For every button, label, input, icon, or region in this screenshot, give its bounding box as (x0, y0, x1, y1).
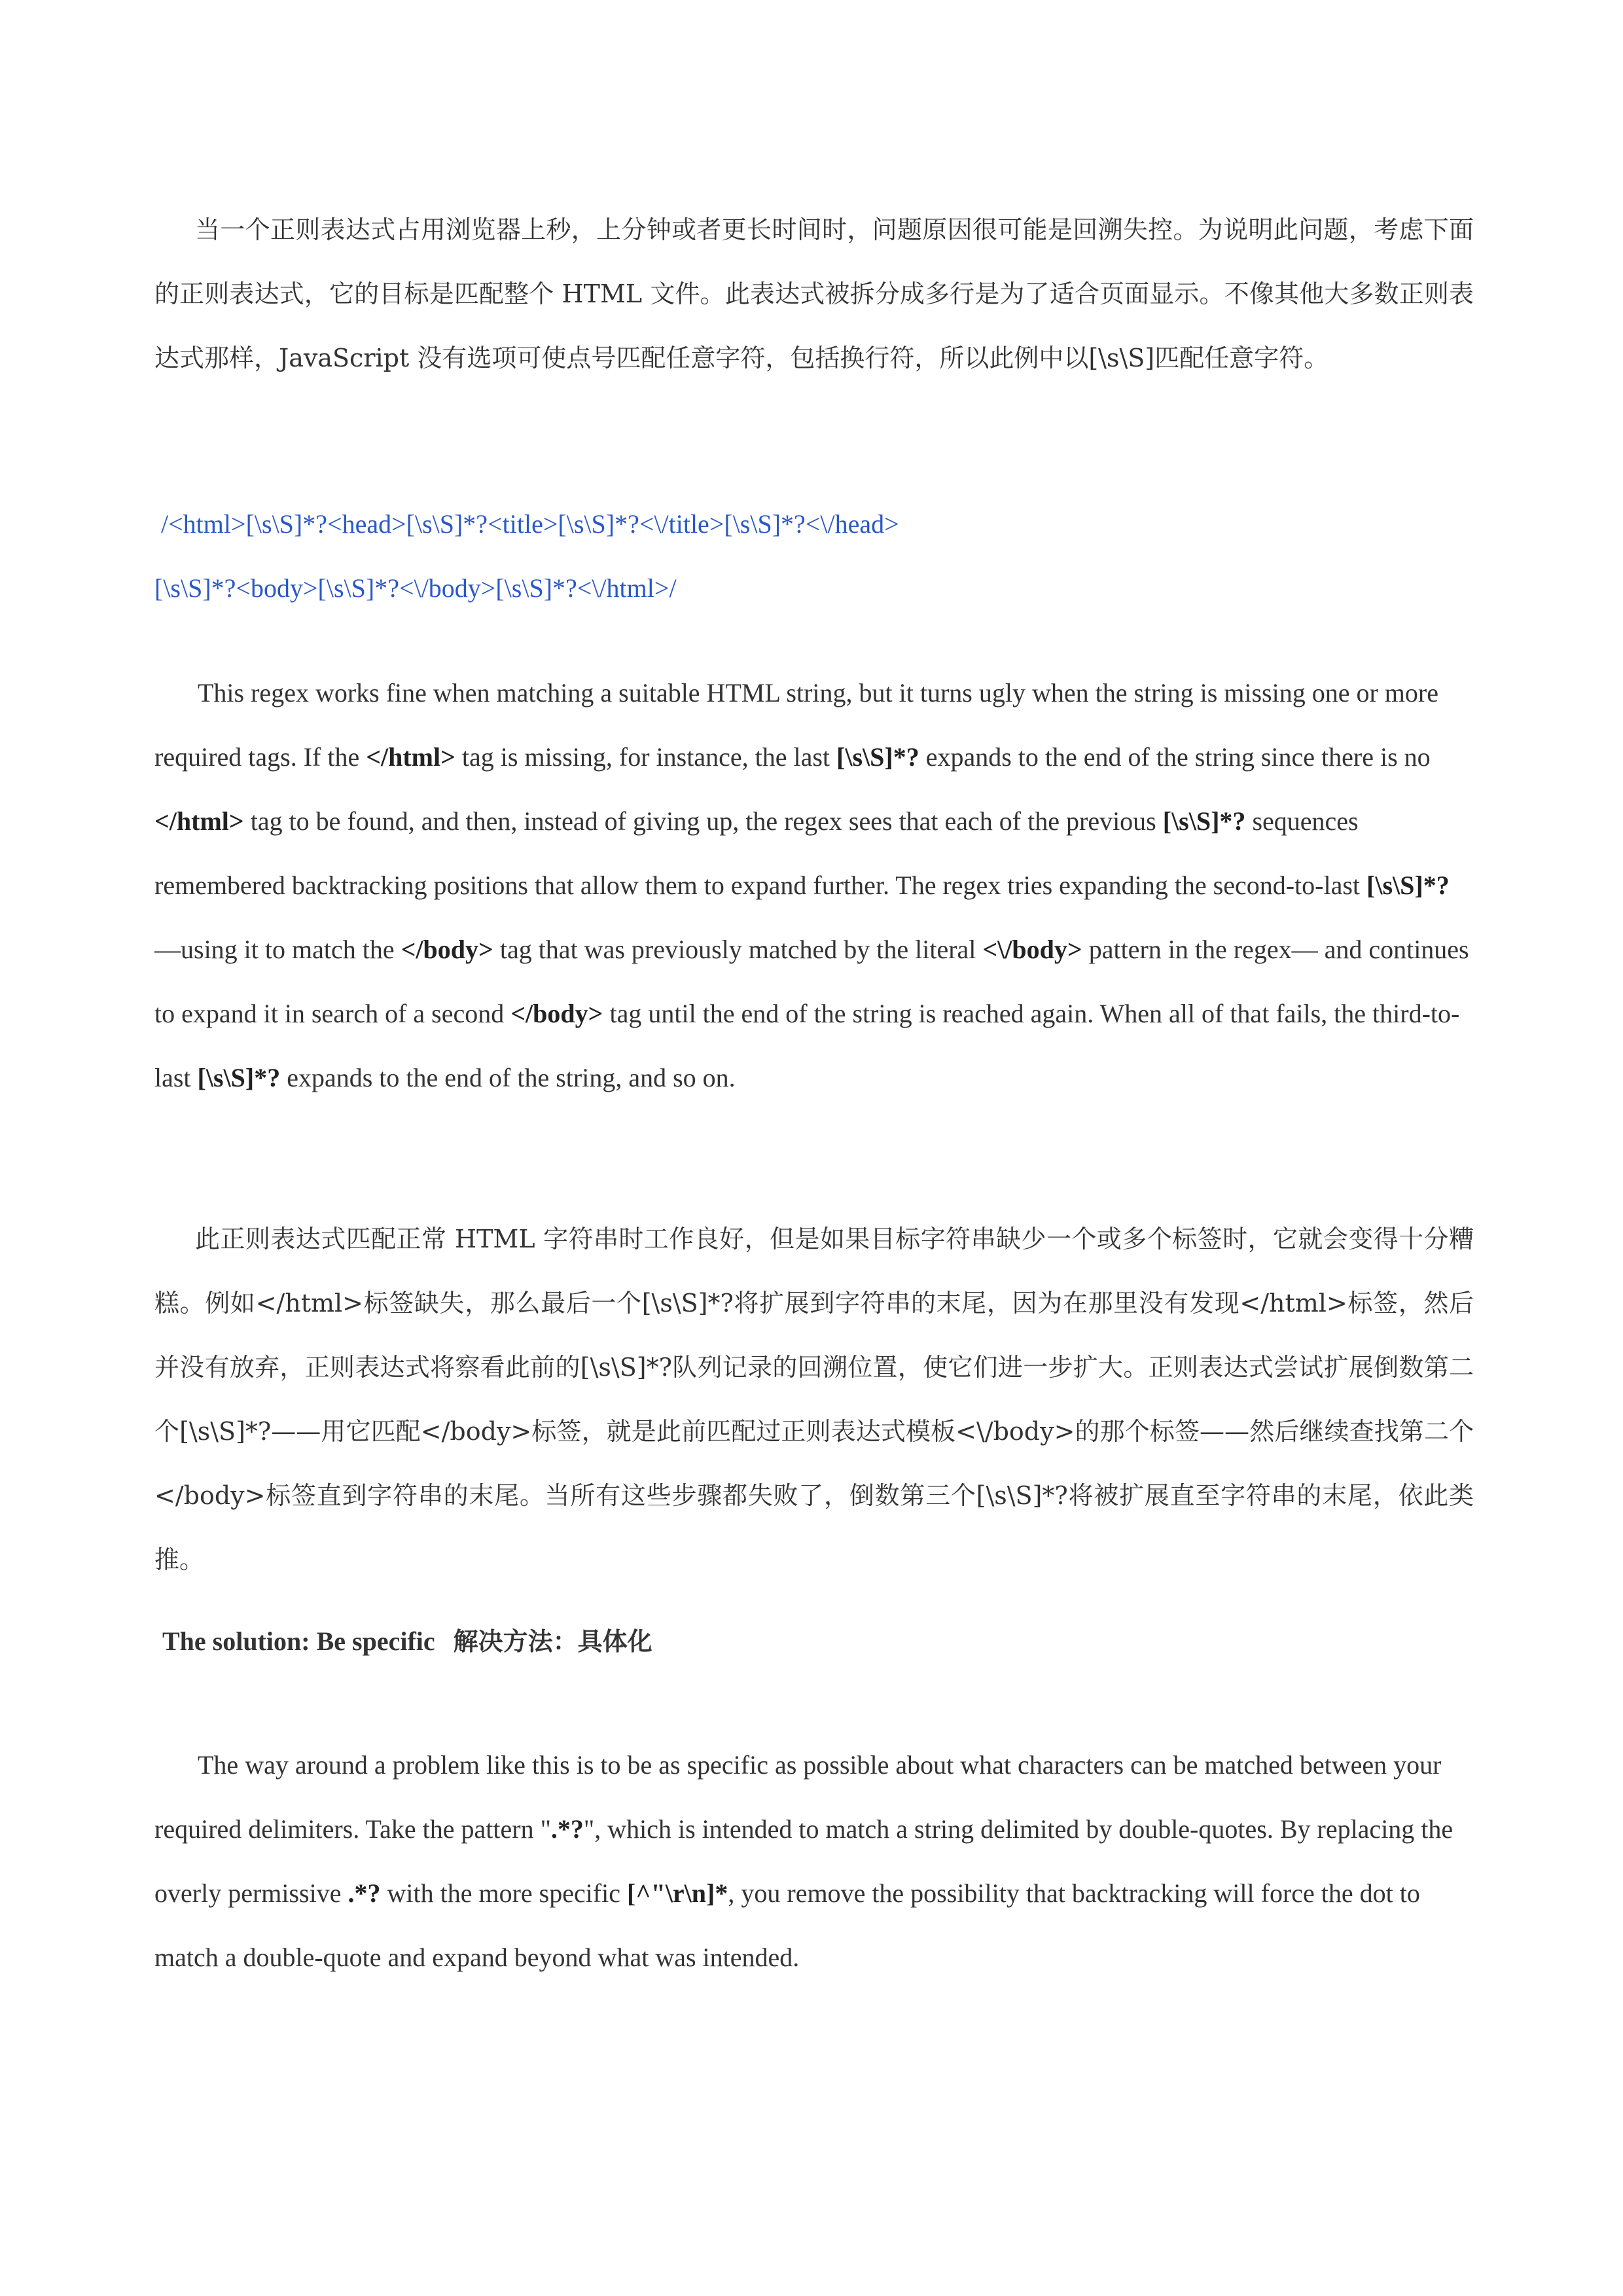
text-run: —using it to match the (154, 935, 401, 964)
text-run: The way around a problem like this is to be as specific as possible about what characters can be matched between your required delimiters. Take the pattern " (154, 1750, 1442, 1844)
paragraph-zh-backtracking-intro: 当一个正则表达式占用浏览器上秒，上分钟或者更长时间时，问题原因很可能是回溯失控。为说明此问题，考虑下面的正则表达式，它的目标是匹配整个 HTML 文件。此表达式被拆分成多行是为了适合页面显示。不像其他大多数正则表达式那样，JavaScript 没有选项可使点号匹配任意字符，包括换行符，所以此例中以[\s\S]匹配任意字符。 (154, 215, 1474, 372)
code-snippet-bold: [\s\S]*? (1162, 806, 1246, 836)
code-snippet-bold: <\/body> (982, 935, 1082, 964)
text-run: This regex works fine when matching a suitable HTML string, but it turns ugly when the string is missing one or more required tags. If the (154, 678, 1438, 772)
regex-code-line-1: /<html>[\s\S]*?<head>[\s\S]*?<title>[\s\S]*?<\/title>[\s\S]*?<\/head> (161, 509, 899, 539)
text-run: tag is missing, for instance, the last (455, 742, 837, 772)
paragraph-en-solution (154, 1733, 1474, 1990)
code-snippet-bold: </html> (154, 806, 244, 836)
text-run: tag to be found, and then, instead of giving up, the regex sees that each of the previous (243, 806, 1163, 836)
text-run: , you remove the possibility that backtracking will force the dot to match a double-quote and expand beyond what was intended. (154, 1878, 1420, 1972)
code-snippet-bold: .*? (550, 1814, 584, 1844)
text-run: ", which is intended to match a string delimited by double-quotes. By replacing the overly permissive (154, 1814, 1454, 1908)
code-snippet-bold: </body> (401, 935, 493, 964)
text-run: tag until the end of the string is reached again. When all of that fails, the third-to-last (154, 999, 1460, 1092)
text-run: tag that was previously matched by the literal (493, 935, 983, 964)
text-run: expands to the end of the string since there is no (919, 742, 1431, 772)
text-run: sequences remembered backtracking positions that allow them to expand further. The regex tries expanding the second-to-last (154, 806, 1367, 900)
text-run: pattern in the regex— and continues to expand it in search of a second (154, 935, 1469, 1028)
code-snippet-bold: </body> (510, 999, 603, 1028)
code-snippet-bold: </html> (366, 742, 455, 772)
code-snippet-bold: [\s\S]*? (836, 742, 919, 772)
section-heading (162, 1622, 652, 1661)
text-run: with the more specific (380, 1878, 628, 1908)
code-snippet-bold: [\s\S]*? (197, 1063, 281, 1092)
code-snippet-bold: [\s\S]*? (1366, 870, 1450, 900)
paragraph-en-regex-explanation (154, 661, 1474, 1110)
code-snippet-bold: [^"\r\n]* (627, 1878, 728, 1908)
paragraph-zh-regex-explanation: 此正则表达式匹配正常 HTML 字符串时工作良好，但是如果目标字符串缺少一个或多个标签时，它就会变得十分糟糕。例如</html>标签缺失，那么最后一个[\s\S]*?将扩展到字符串的末尾，因为在那里没有发现</html>标签，然后并没有放弃，正则表达式将察看此前的[\s\S]*?队列记录的回溯位置，使它们进一步扩大。正则表达式尝试扩展倒数第二个[\s\S]*?——用它匹配</body>标签，就是此前匹配过正则表达式模板<\/body>的那个标签——然后继续查找第二个</body>标签直到字符串的末尾。当所有这些步骤都失败了，倒数第三个[\s\S]*?将被扩展直至字符串的末尾，依此类推。 (154, 1225, 1474, 1574)
regex-code-line-2: [\s\S]*?<body>[\s\S]*?<\/body>[\s\S]*?<\/html>/ (154, 573, 677, 603)
section-heading-zh: 解决方法：具体化 (453, 1627, 652, 1656)
section-heading-en: The solution: Be specific (162, 1626, 435, 1656)
code-snippet-bold: .*? (348, 1878, 381, 1908)
text-run: expands to the end of the string, and so on. (280, 1063, 736, 1092)
